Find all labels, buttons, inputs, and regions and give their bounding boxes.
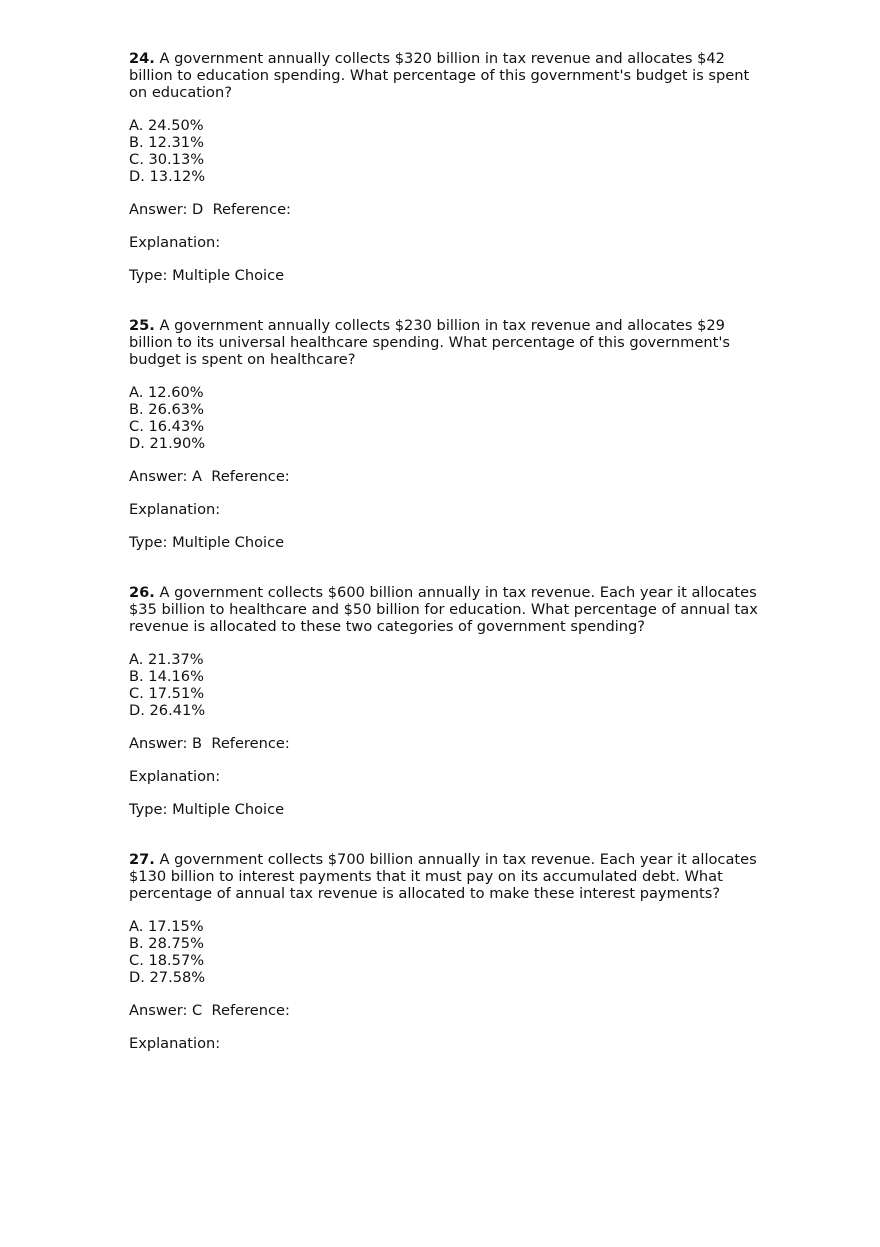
type-line: Type: Multiple Choice — [129, 534, 285, 551]
option-c: C. 16.43% — [129, 418, 205, 435]
options-list — [129, 384, 759, 452]
explanation-line: Explanation: — [129, 1035, 221, 1052]
question-24 — [129, 50, 759, 284]
question-number: 26. — [129, 584, 155, 601]
question-number: 27. — [129, 851, 155, 868]
options-list — [129, 918, 759, 986]
option-a: A. 24.50% — [129, 117, 204, 134]
option-a: A. 21.37% — [129, 651, 204, 668]
type-line: Type: Multiple Choice — [129, 267, 285, 284]
question-text — [129, 851, 759, 902]
option-b: B. 28.75% — [129, 935, 204, 952]
question-body: A government annually collects $320 billion in tax revenue and allocates $42 billion to education spending. What percentage of this government's budget is spent on education? — [129, 50, 750, 101]
answer-line: Answer: D Reference: — [129, 201, 291, 218]
question-number: 24. — [129, 50, 155, 67]
question-26 — [129, 584, 759, 818]
answer-line: Answer: C Reference: — [129, 1002, 290, 1019]
option-d: D. 21.90% — [129, 435, 206, 452]
option-b: B. 26.63% — [129, 401, 204, 418]
explanation-line: Explanation: — [129, 501, 221, 518]
options-list — [129, 117, 759, 185]
option-c: C. 18.57% — [129, 952, 205, 969]
option-d: D. 13.12% — [129, 168, 206, 185]
question-text — [129, 584, 759, 635]
document-page — [129, 50, 759, 1068]
option-d: D. 26.41% — [129, 702, 206, 719]
question-body: A government collects $600 billion annually in tax revenue. Each year it allocates $35 billion to healthcare and $50 billion for education. What percentage of annual tax revenue is allocated to these two categories of government spending? — [129, 584, 758, 635]
question-body: A government collects $700 billion annually in tax revenue. Each year it allocates $130 billion to interest payments that it must pay on its accumulated debt. What percentage of annual tax revenue is allocated to make these interest payments? — [129, 851, 757, 902]
question-body: A government annually collects $230 billion in tax revenue and allocates $29 billion to its universal healthcare spending. What percentage of this government's budget is spent on healthcare? — [129, 317, 730, 368]
option-a: A. 12.60% — [129, 384, 204, 401]
option-c: C. 17.51% — [129, 685, 205, 702]
question-text — [129, 317, 759, 368]
answer-line: Answer: B Reference: — [129, 735, 290, 752]
question-text — [129, 50, 759, 101]
option-b: B. 12.31% — [129, 134, 204, 151]
question-25 — [129, 317, 759, 551]
options-list — [129, 651, 759, 719]
option-d: D. 27.58% — [129, 969, 206, 986]
explanation-line: Explanation: — [129, 234, 221, 251]
option-a: A. 17.15% — [129, 918, 204, 935]
option-b: B. 14.16% — [129, 668, 204, 685]
explanation-line: Explanation: — [129, 768, 221, 785]
question-number: 25. — [129, 317, 155, 334]
question-27 — [129, 851, 759, 1052]
option-c: C. 30.13% — [129, 151, 205, 168]
answer-line: Answer: A Reference: — [129, 468, 290, 485]
type-line: Type: Multiple Choice — [129, 801, 285, 818]
